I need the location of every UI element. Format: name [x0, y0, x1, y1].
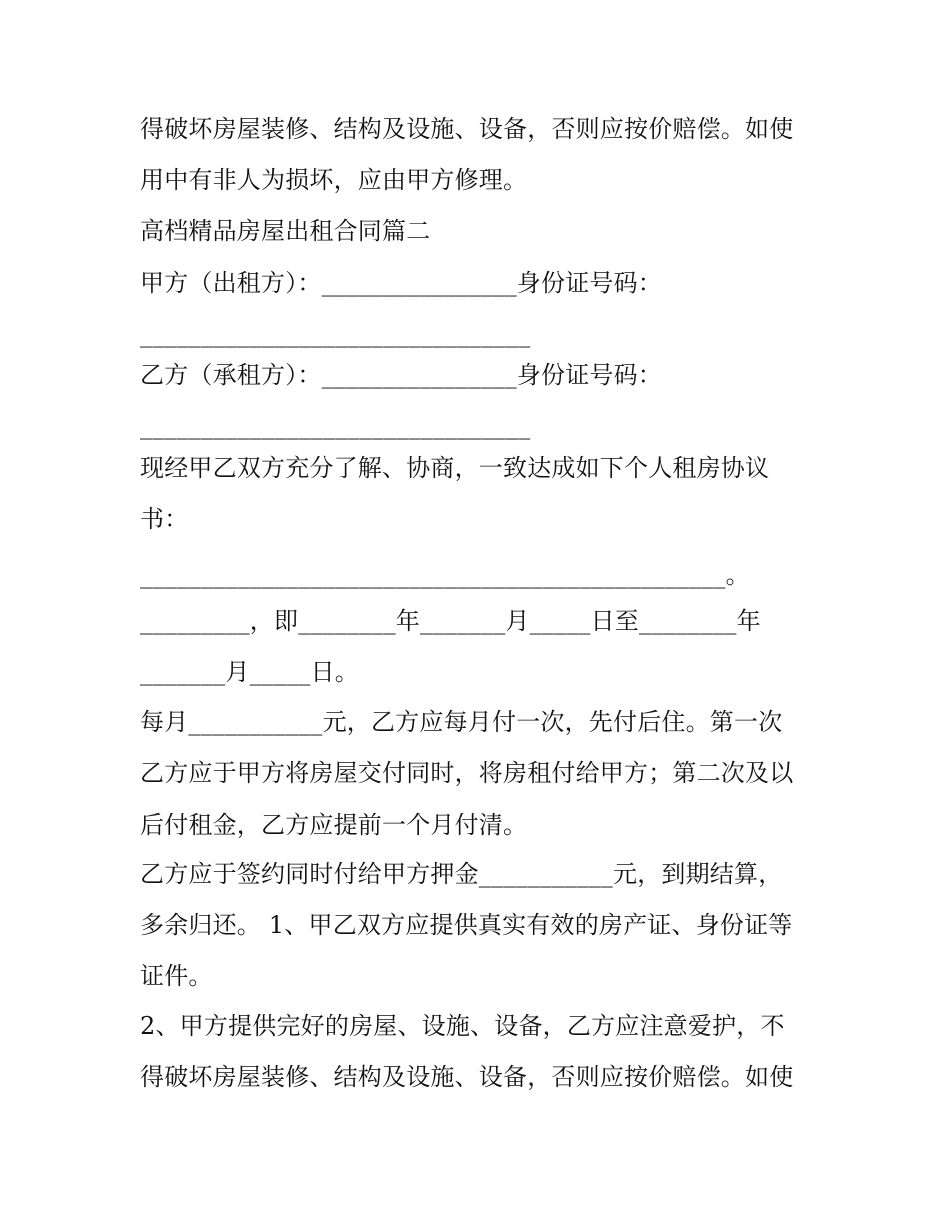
text-line: 每月___________元，乙方应每月付一次，先付后住。第一次 [140, 708, 783, 736]
text-line: 乙方应于签约同时付给甲方押金___________元，到期结算， [140, 860, 783, 888]
text-line: 书： [140, 505, 189, 533]
text-line: 甲方（出租方）：________________身份证号码： [140, 269, 662, 297]
text-line: 乙方应于甲方将房屋交付同时，将房租付给甲方；第二次及以 [140, 759, 794, 787]
text-line: 证件。 [140, 962, 213, 990]
blank-line: ________________________________ [140, 320, 531, 348]
blank-line: ________________________________ [140, 412, 531, 440]
text-line: 用中有非人为损坏，应由甲方修理。 [140, 166, 528, 194]
text-line: 乙方（承租方）：________________身份证号码： [140, 361, 662, 389]
text-line: 得破坏房屋装修、结构及设施、设备，否则应按价赔偿。如使 [140, 1063, 794, 1091]
text-line: 多余归还。 1、甲乙双方应提供真实有效的房产证、身份证等 [140, 911, 793, 939]
blank-line: ________________________________________________。 [140, 561, 750, 589]
text-line: _______月_____日。 [140, 658, 359, 686]
text-line: 现经甲乙双方充分了解、协商，一致达成如下个人租房协议 [140, 454, 770, 482]
text-line: 2、甲方提供完好的房屋、设施、设备，乙方应注意爱护，不 [140, 1012, 785, 1040]
text-line: _________，即________年_______月_____日至________年 [140, 607, 761, 635]
section-heading: 高档精品房屋出租合同篇二 [140, 217, 431, 245]
text-line: 得破坏房屋装修、结构及设施、设备，否则应按价赔偿。如使 [140, 115, 794, 143]
text-line: 后付租金，乙方应提前一个月付清。 [140, 811, 528, 839]
